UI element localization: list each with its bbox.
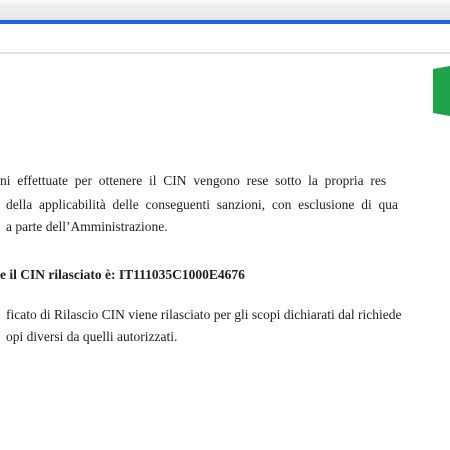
accent-bar: [0, 20, 450, 24]
paragraph-1-line-2: della applicabilità delle conseguenti sanzioni, con esclusione di qua: [6, 197, 398, 212]
paragraph-1-line-1: ni effettuate per ottenere il CIN vengono rese sotto la propria res: [0, 173, 387, 188]
cin-code-heading: e il CIN rilasciato è: IT111035C1000E4676: [0, 267, 245, 282]
paragraph-1-line-3: a parte dell’Amministrazione.: [6, 219, 168, 234]
header-divider: [0, 52, 450, 54]
paragraph-2-line-2: opi diversi da quelli autorizzati.: [6, 329, 178, 344]
paragraph-2-line-1: ficato di Rilascio CIN viene rilasciato per gli scopi dichiarati dal richiede: [6, 307, 402, 322]
italian-flag-icon: [433, 66, 450, 116]
